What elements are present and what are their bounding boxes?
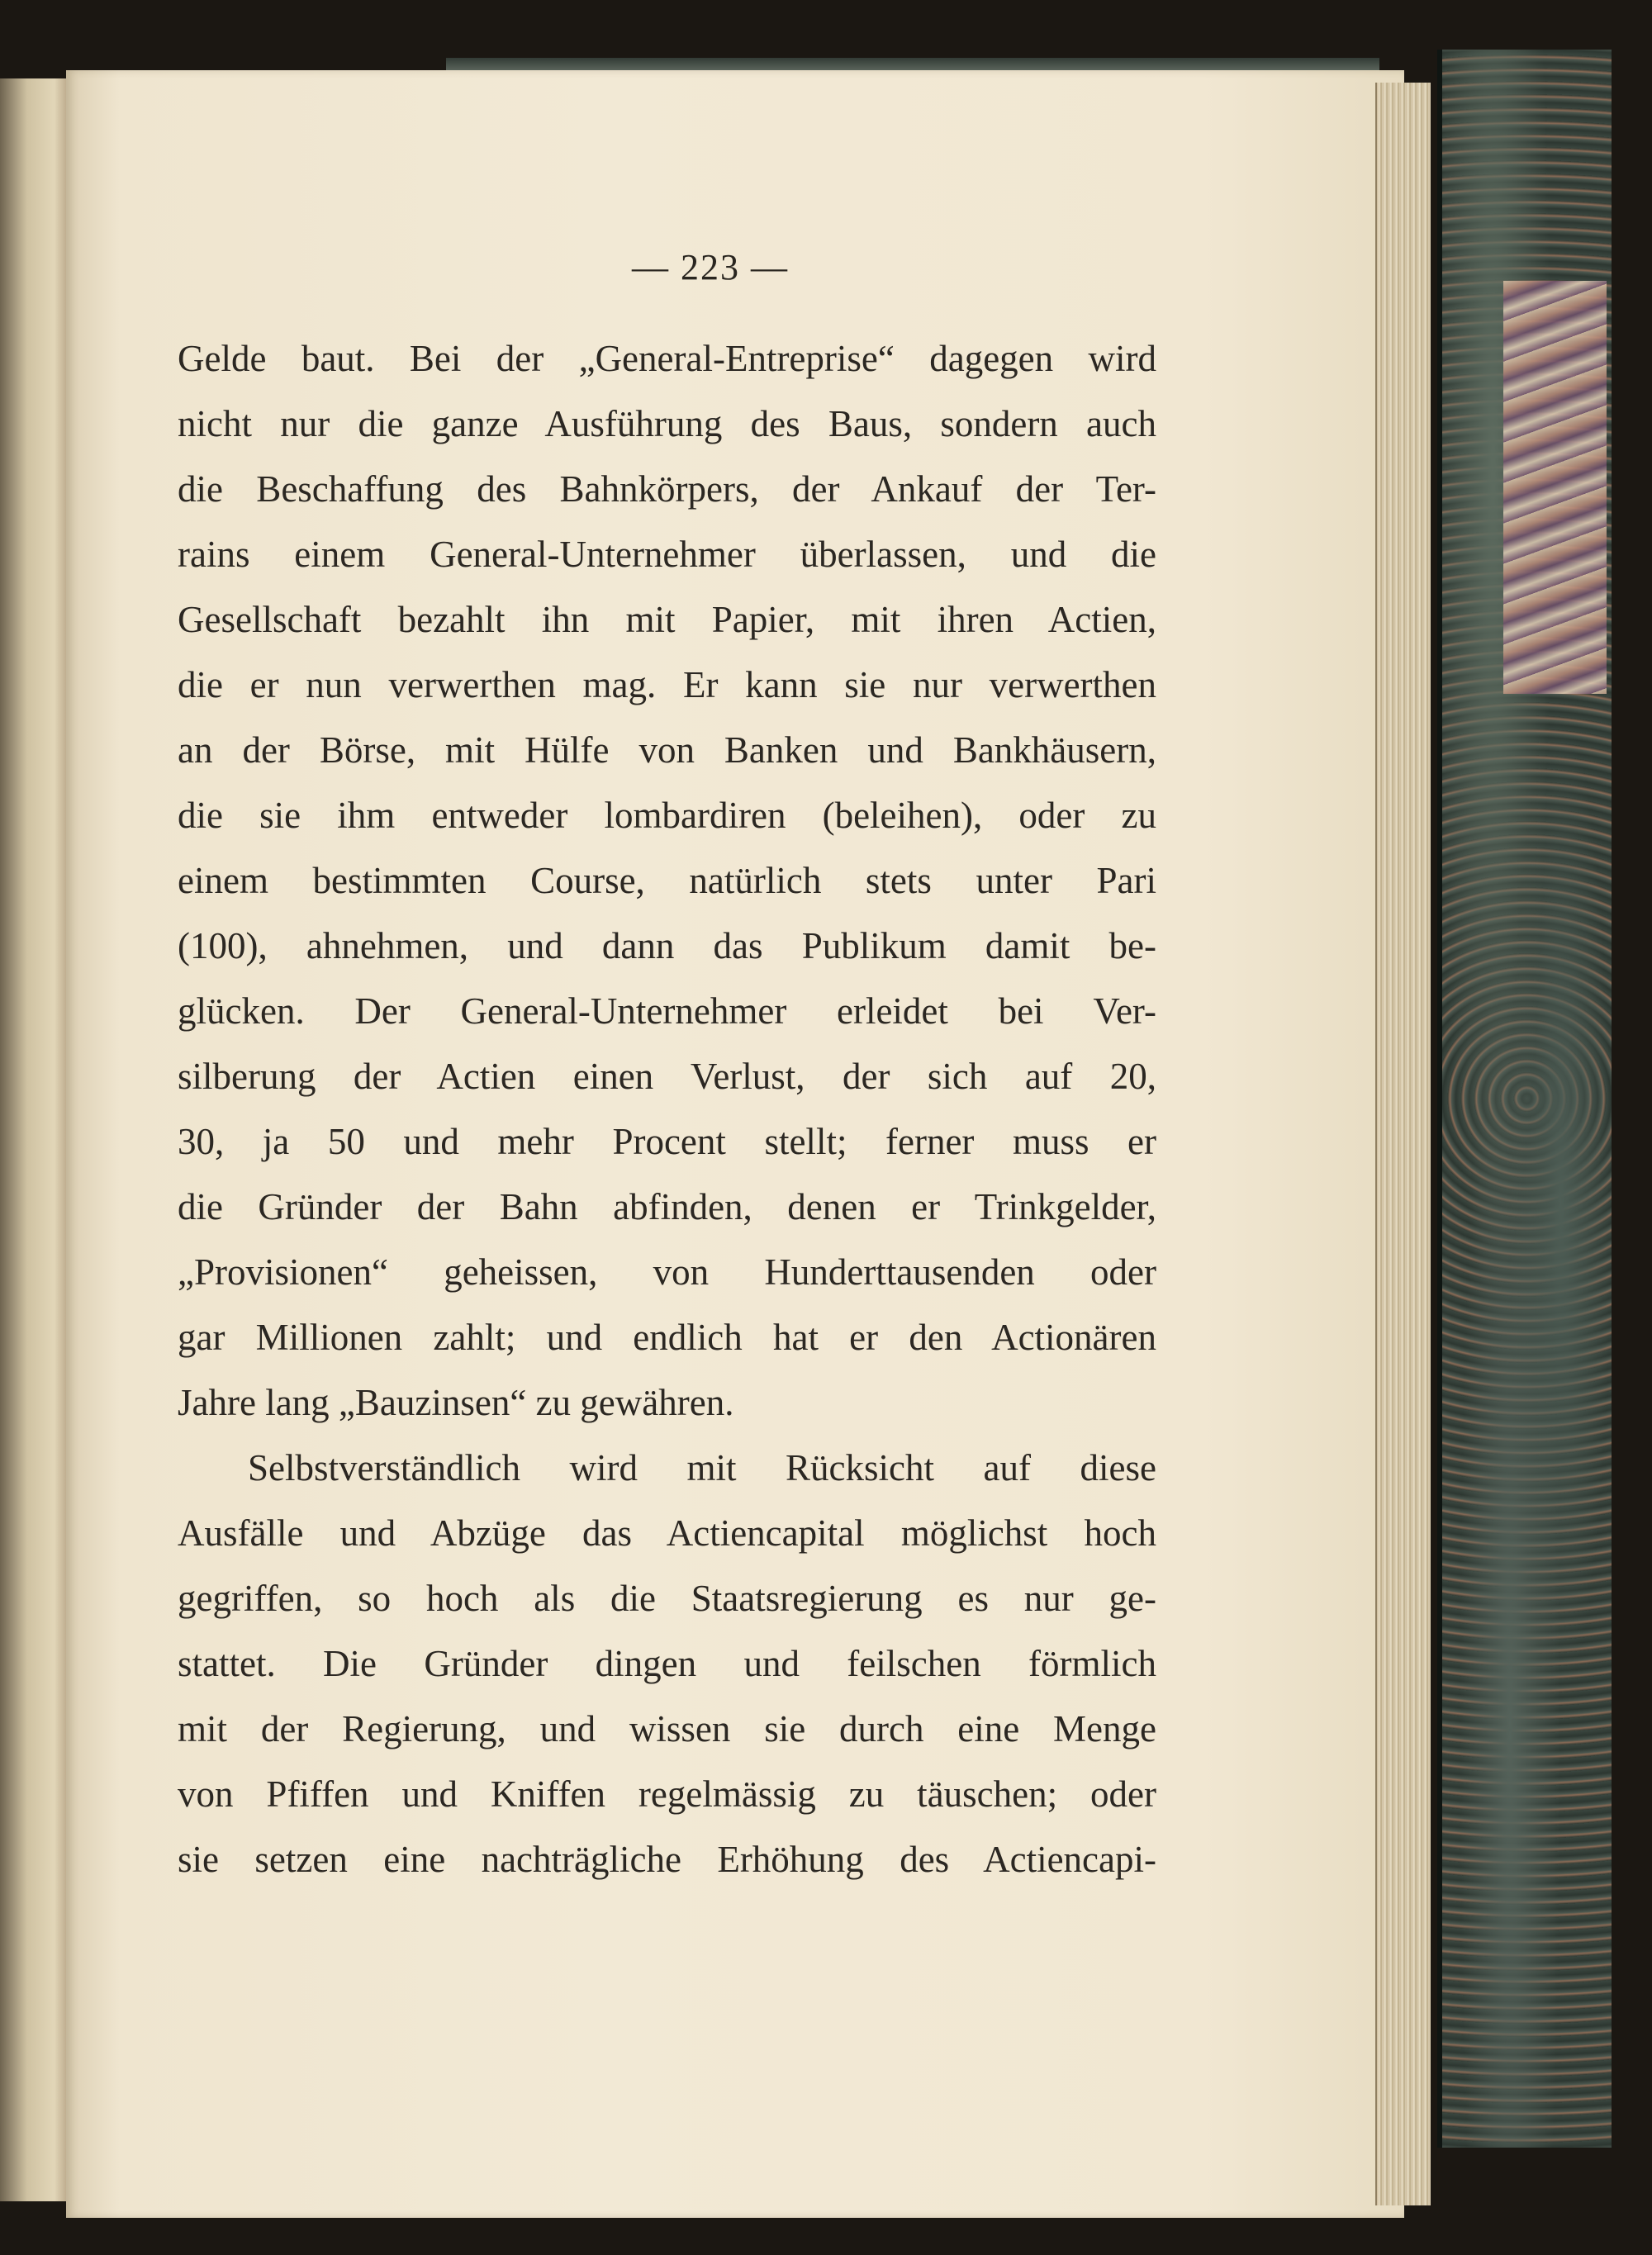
page-block-edges [1375, 83, 1431, 2205]
text-line: die sie ihm entweder lombardiren (beleihen), oder zu [178, 795, 1156, 836]
marbled-cover-detail [1503, 281, 1607, 694]
text-line: von Pfiffen und Kniffen regelmässig zu täuschen; oder [178, 1773, 1156, 1815]
text-line: sie setzen eine nachträgliche Erhöhung des Actiencapi- [178, 1839, 1156, 1880]
text-line: die er nun verwerthen mag. Er kann sie nur verwerthen [178, 664, 1156, 705]
text-line: gegriffen, so hoch als die Staatsregierung es nur ge- [178, 1578, 1156, 1619]
text-line: nicht nur die ganze Ausführung des Baus, sondern auch [178, 403, 1156, 444]
text-line: Jahre lang „Bauzinsen“ zu gewähren. [178, 1382, 734, 1423]
facing-page-edge [0, 78, 68, 2201]
text-line: Gelde baut. Bei der „General-Entreprise“ dagegen wird [178, 338, 1156, 379]
body-text [178, 326, 1156, 1892]
text-line: die Gründer der Bahn abfinden, denen er Trinkgelder, [178, 1186, 1156, 1227]
text-line: einem bestimmten Course, natürlich stets unter Pari [178, 860, 1156, 901]
page-number: — 223 — [632, 247, 789, 287]
text-line: (100), ahnehmen, und dann das Publikum damit be- [178, 925, 1156, 966]
paragraph-start-line: Selbstverständlich wird mit Rücksicht auf diese [248, 1447, 1156, 1488]
text-line: stattet. Die Gründer dingen und feilschen förmlich [178, 1643, 1156, 1684]
text-line: die Beschaffung des Bahnkörpers, der Ankauf der Ter- [178, 468, 1156, 510]
text-line: an der Börse, mit Hülfe von Banken und Bankhäusern, [178, 729, 1156, 771]
text-line: Gesellschaft bezahlt ihn mit Papier, mit ihren Actien, [178, 599, 1156, 640]
text-line: gar Millionen zahlt; und endlich hat er den Actionären [178, 1317, 1156, 1358]
text-line: silberung der Actien einen Verlust, der sich auf 20, [178, 1056, 1156, 1097]
text-line: Ausfälle und Abzüge das Actiencapital möglichst hoch [178, 1512, 1156, 1554]
text-line: rains einem General-Unternehmer überlassen, und die [178, 534, 1156, 575]
text-line: glücken. Der General-Unternehmer erleidet bei Ver- [178, 990, 1156, 1032]
text-line: mit der Regierung, und wissen sie durch eine Menge [178, 1708, 1156, 1749]
text-line: „Provisionen“ geheissen, von Hunderttausenden oder [178, 1251, 1156, 1293]
text-line: 30, ja 50 und mehr Procent stellt; ferner muss er [178, 1121, 1156, 1162]
